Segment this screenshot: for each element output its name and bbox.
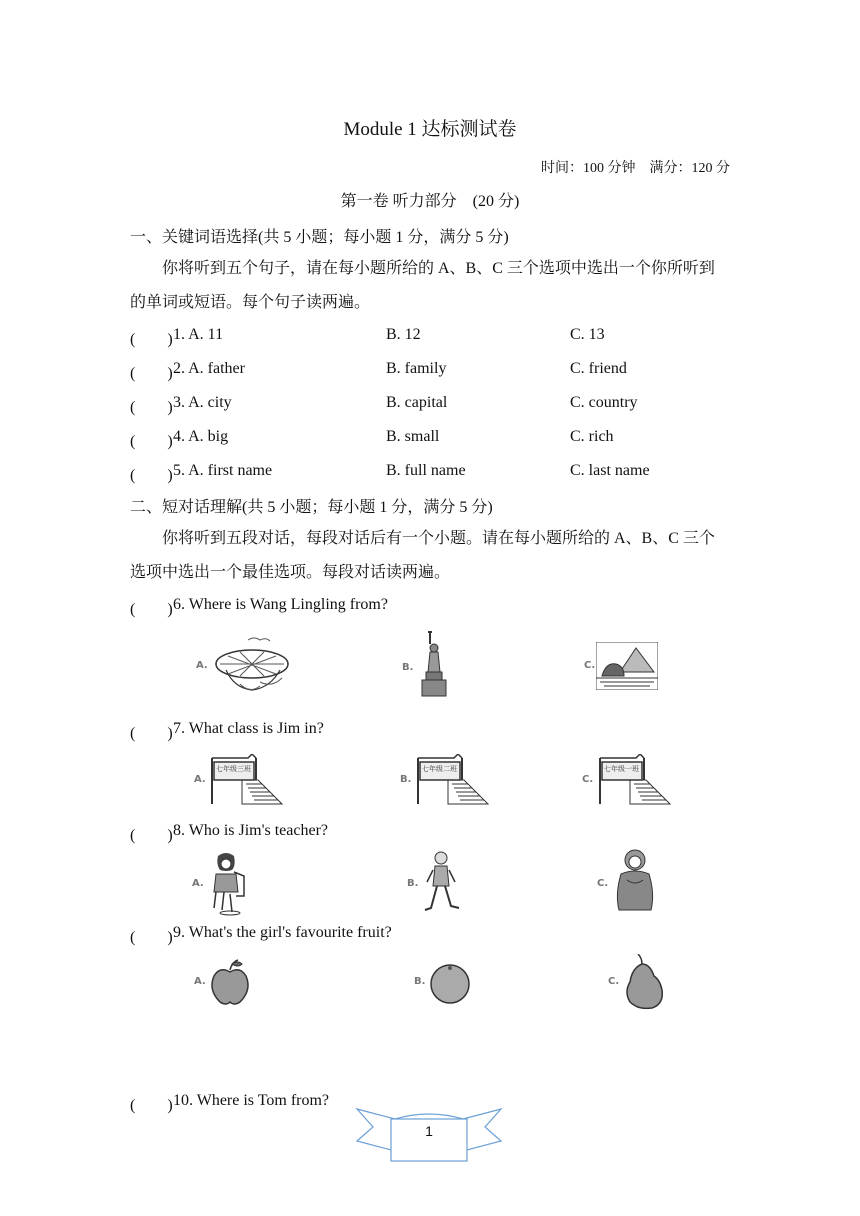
class-sign-text: 七年级一班 xyxy=(604,765,639,773)
question-text: 7. What class is Jim in? xyxy=(173,720,324,737)
answer-blank[interactable]: ( ) xyxy=(130,827,173,844)
option-a: 5. A. first name xyxy=(173,462,273,479)
question-text: 8. Who is Jim's teacher? xyxy=(173,822,328,839)
question-row xyxy=(130,924,730,948)
class-sign-text: 七年级二班 xyxy=(422,765,457,773)
question-row xyxy=(130,394,730,418)
answer-blank[interactable]: ( ) xyxy=(130,365,173,382)
answer-blank[interactable]: ( ) xyxy=(130,929,173,946)
page-title: Module 1 达标测试卷 xyxy=(343,119,517,140)
option-b: B. full name xyxy=(386,462,466,479)
option-b: B. small xyxy=(386,428,440,445)
option-label-a: A. xyxy=(194,976,206,987)
page-number-banner xyxy=(355,1105,503,1165)
orange-icon xyxy=(412,960,474,1006)
class-sign-text: 七年级三班 xyxy=(216,765,251,773)
option-b: B. 12 xyxy=(386,326,421,343)
question-row xyxy=(130,326,730,350)
option-a: 1. A. 11 xyxy=(173,326,224,343)
option-b: B. capital xyxy=(386,394,448,411)
class-sign-picture-b xyxy=(398,752,493,807)
option-label-c: C. xyxy=(608,976,620,987)
option-label-a: A. xyxy=(196,660,208,671)
option-c: C. 13 xyxy=(570,326,605,343)
answer-blank[interactable]: ( ) xyxy=(130,601,173,618)
question-row xyxy=(130,428,730,452)
option-label-c: C. xyxy=(584,660,596,671)
older-woman-picture xyxy=(595,848,665,916)
answer-blank[interactable]: ( ) xyxy=(130,1097,173,1114)
section1-title: 一、关键词语选择(共 5 小题；每小题 1 分，满分 5 分) xyxy=(130,229,509,246)
answer-blank[interactable]: ( ) xyxy=(130,331,173,348)
option-b: B. family xyxy=(386,360,447,377)
option-label-b: B. xyxy=(402,662,414,673)
option-label-c: C. xyxy=(582,774,594,785)
page-number: 1 xyxy=(425,1123,433,1139)
walking-man-picture xyxy=(405,850,465,916)
option-label-b: B. xyxy=(407,878,419,889)
statue-of-liberty-picture xyxy=(398,628,468,698)
apple-icon xyxy=(192,958,254,1008)
option-a: 3. A. city xyxy=(173,394,232,411)
question-row xyxy=(130,462,730,486)
question-row xyxy=(130,822,730,846)
class-sign-picture-c xyxy=(580,752,675,807)
option-a: 4. A. big xyxy=(173,428,229,445)
section2-title: 二、短对话理解(共 5 小题；每小题 1 分，满分 5 分) xyxy=(130,499,493,516)
exam-meta: 时间：100 分钟 满分：120 分 xyxy=(541,161,730,176)
option-c: C. rich xyxy=(570,428,614,445)
pear-icon xyxy=(606,954,668,1010)
section2-instruction: 你将听到五段对话，每段对话后有一个小题。请在每小题所给的 A、B、C 三个选项中选出一个最佳选项。每段对话读两遍。 xyxy=(130,530,715,581)
question-text: 10. Where is Tom from? xyxy=(173,1092,330,1109)
seated-woman-picture xyxy=(190,850,250,916)
option-c: C. friend xyxy=(570,360,627,377)
question-row xyxy=(130,596,730,620)
option-c: C. last name xyxy=(570,462,650,479)
question-text: 9. What's the girl's favourite fruit? xyxy=(173,924,392,941)
class-sign-picture-a xyxy=(192,752,287,807)
bird-nest-stadium-picture xyxy=(190,628,300,698)
question-text: 6. Where is Wang Lingling from? xyxy=(173,596,388,613)
answer-blank[interactable]: ( ) xyxy=(130,399,173,416)
answer-blank[interactable]: ( ) xyxy=(130,467,173,484)
option-a: 2. A. father xyxy=(173,360,245,377)
option-label-b: B. xyxy=(414,976,426,987)
answer-blank[interactable]: ( ) xyxy=(130,433,173,450)
option-label-a: A. xyxy=(194,774,206,785)
option-label-b: B. xyxy=(400,774,412,785)
section1-instruction: 你将听到五个句子，请在每小题所给的 A、B、C 三个选项中选出一个你所听到的单词或短语。每个句子读两遍。 xyxy=(130,260,715,311)
part-title: 第一卷 听力部分 (20 分) xyxy=(340,193,520,210)
option-label-a: A. xyxy=(192,878,204,889)
answer-blank[interactable]: ( ) xyxy=(130,725,173,742)
option-c: C. country xyxy=(570,394,638,411)
pyramid-sphinx-picture xyxy=(580,640,660,690)
question-row xyxy=(130,360,730,384)
option-label-c: C. xyxy=(597,878,609,889)
question-row xyxy=(130,720,730,744)
